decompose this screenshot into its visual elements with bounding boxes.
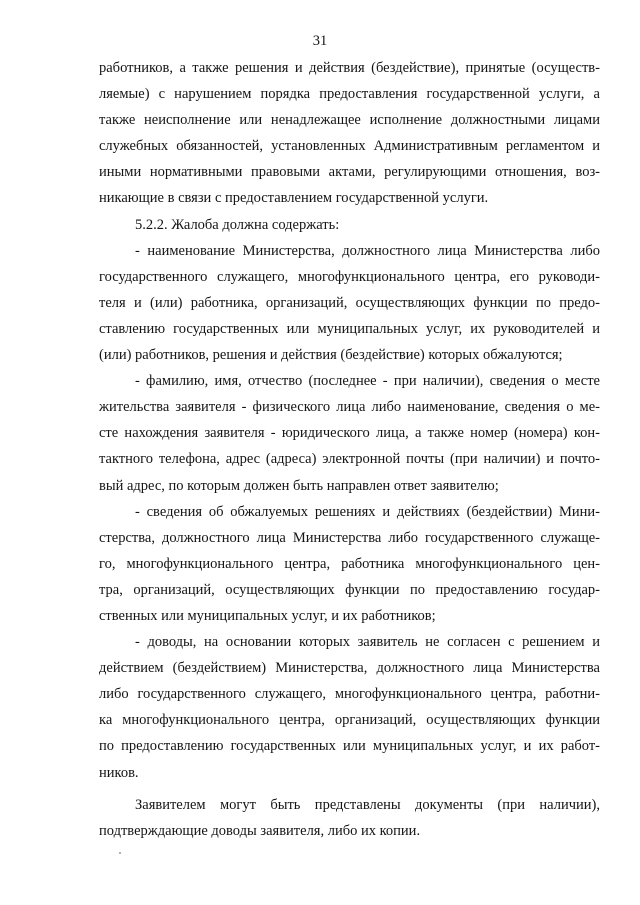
text-line: - фамилию, имя, отчество (последнее - при наличии), сведения о месте xyxy=(135,373,600,390)
paragraph xyxy=(99,212,600,238)
scan-speck xyxy=(119,852,121,854)
page-number: 31 xyxy=(312,33,328,49)
text-line: по предоставлению государственных или муниципальных услуг, и их работ- xyxy=(99,738,600,755)
text-line: иными нормативными правовыми актами, регулирующими отношения, воз- xyxy=(99,164,600,181)
paragraph xyxy=(99,238,600,368)
text-line: стерства, должностного лица Министерства либо государственного служаще- xyxy=(99,529,600,546)
paragraph xyxy=(99,499,600,629)
text-line: работников, а также решения и действия (бездействие), принятые (осуществ- xyxy=(99,60,600,76)
text-line: подтверждающие доводы заявителя, либо их копии. xyxy=(99,822,421,839)
text-line: вый адрес, по которым должен быть направлен ответ заявителю; xyxy=(99,477,499,494)
paragraph xyxy=(99,629,600,786)
text-line: теля и (или) работника, организаций, осуществляющих функции по предо- xyxy=(99,294,600,311)
text-line: никающие в связи с предоставлением государственной услуги. xyxy=(99,190,489,207)
text-line: ставлению государственных или муниципальных услуг, их руководителей и xyxy=(99,320,600,337)
text-line: тра, организаций, осуществляющих функции по предоставлению государ- xyxy=(99,581,600,598)
paragraph xyxy=(99,368,600,498)
text-line: тактного телефона, адрес (адреса) электронной почты (при наличии) и почто- xyxy=(99,451,600,468)
text-line: го, многофункционального центра, работника многофункционального цен- xyxy=(99,555,600,572)
paragraph xyxy=(99,792,600,844)
text-line: ка многофункционального центра, организаций, осуществляющих функции xyxy=(99,712,600,729)
text-line: Заявителем могут быть представлены документы (при наличии), xyxy=(135,796,600,813)
text-line: служебных обязанностей, установленных Административным регламентом и xyxy=(99,138,600,155)
text-line: действием (бездействием) Министерства, должностного лица Министерства xyxy=(99,660,600,677)
text-line: либо государственного служащего, многофункционального центра, работни- xyxy=(99,686,600,703)
body-text xyxy=(99,55,600,844)
section-heading: 5.2.2. Жалоба должна содержать: xyxy=(135,216,340,233)
text-line: ственных или муниципальных услуг, и их работников; xyxy=(99,607,436,624)
text-line: сте нахождения заявителя - юридического лица, а также номер (номера) кон- xyxy=(99,425,600,442)
paragraph xyxy=(99,55,600,212)
text-line: также неисполнение или ненадлежащее исполнение должностными лицами xyxy=(99,112,600,129)
text-line: жительства заявителя - физического лица либо наименование, сведения о ме- xyxy=(99,399,600,416)
text-line: (или) работников, решения и действия (бездействие) которых обжалуются; xyxy=(99,347,563,364)
text-line: - сведения об обжалуемых решениях и действиях (бездействии) Мини- xyxy=(135,503,600,520)
text-line: - наименование Министерства, должностного лица Министерства либо xyxy=(135,242,600,259)
text-line: - доводы, на основании которых заявитель не согласен с решением и xyxy=(135,634,600,651)
text-line: ников. xyxy=(99,764,139,781)
text-line: ляемые) с нарушением порядка предоставления государственной услуги, а xyxy=(99,86,600,103)
text-line: государственного служащего, многофункционального центра, его руководи- xyxy=(99,268,600,285)
